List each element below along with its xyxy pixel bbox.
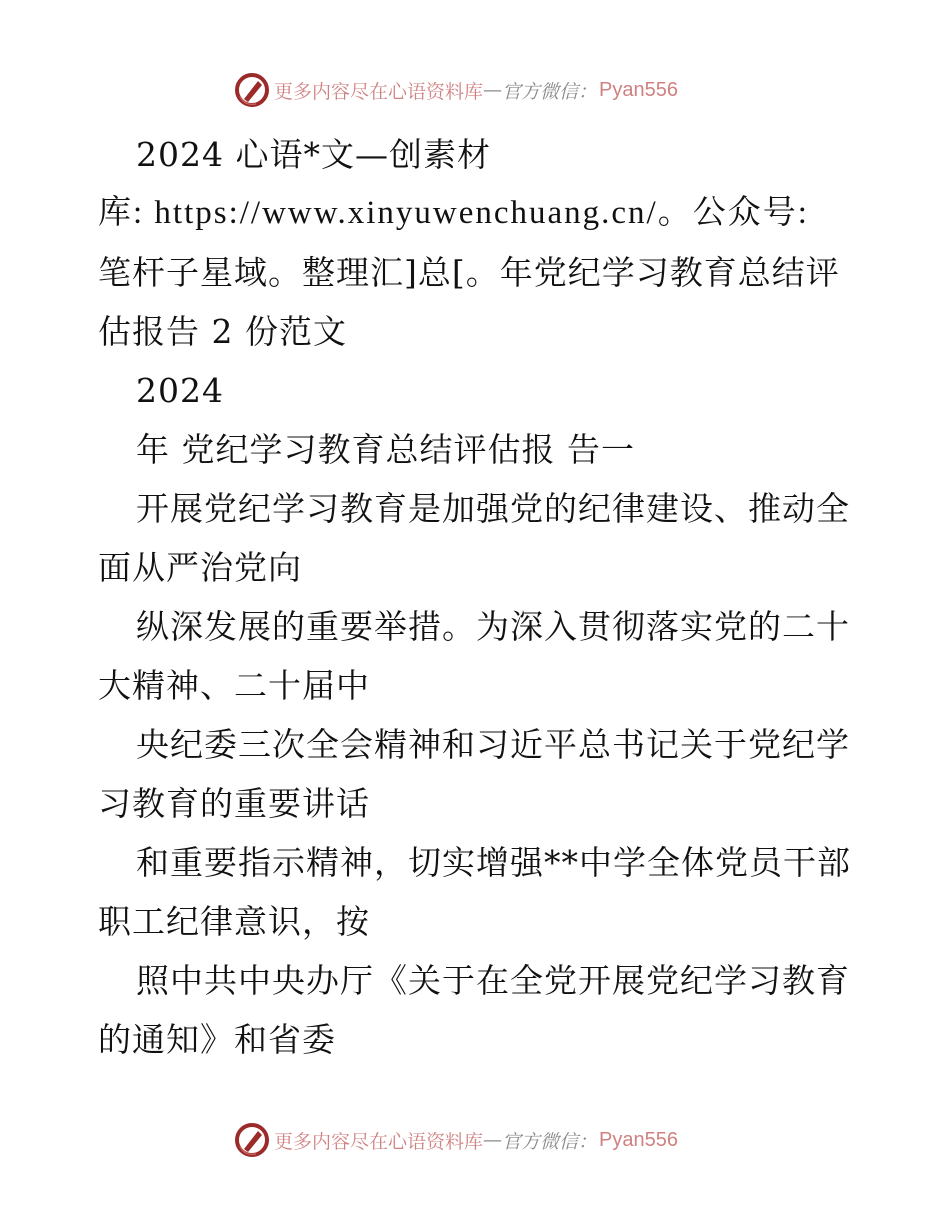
watermark-dash: — — [483, 1129, 503, 1151]
doc-line: 笔杆子星域。整理汇]总[。年党纪学习教育总结评 — [98, 253, 840, 292]
doc-line: 估报告 2 份范文 — [98, 312, 347, 351]
pen-nib-logo-icon — [234, 72, 270, 108]
doc-line: 习教育的重要讲话 — [98, 784, 370, 823]
doc-line: 面从严治党向 — [98, 548, 302, 587]
doc-line: 2024 心语*文—创素材 — [136, 135, 491, 174]
watermark-promo-text: 更多内容尽在心语资料库 — [274, 80, 484, 103]
doc-line: 照中共中央办厅《关于在全党开展党纪学习教育 — [136, 961, 850, 1000]
watermark-promo-text: 更多内容尽在心语资料库 — [274, 1130, 484, 1153]
doc-line: 2024 — [136, 371, 224, 410]
doc-title-line: 年 党纪学习教育总结评估报 告一 — [136, 430, 635, 469]
doc-line: 职工纪律意识，按 — [98, 902, 370, 941]
watermark-wechat-label: 官方微信： — [502, 1130, 598, 1153]
document-body — [98, 125, 858, 1069]
doc-line-url: 库: https://www.xinyuwenchuang.cn/。公众号: — [98, 195, 809, 231]
doc-line: 大精神、二十届中 — [98, 666, 370, 705]
doc-line: 的通知》和省委 — [98, 1020, 336, 1059]
doc-line: 和重要指示精神，切实增强**中学全体党员干部 — [136, 843, 851, 882]
header-watermark — [234, 70, 678, 110]
doc-line: 开展党纪学习教育是加强党的纪律建设、推动全 — [136, 489, 850, 528]
watermark-wechat-id: Pyan556 — [599, 78, 678, 101]
watermark-wechat-id: Pyan556 — [599, 1128, 678, 1151]
pen-nib-logo-icon — [234, 1122, 270, 1158]
doc-line: 央纪委三次全会精神和习近平总书记关于党纪学 — [136, 725, 850, 764]
watermark-dash: — — [483, 79, 503, 101]
watermark-wechat-label: 官方微信： — [502, 80, 598, 103]
footer-watermark — [234, 1120, 678, 1160]
doc-line: 纵深发展的重要举措。为深入贯彻落实党的二十 — [136, 607, 850, 646]
